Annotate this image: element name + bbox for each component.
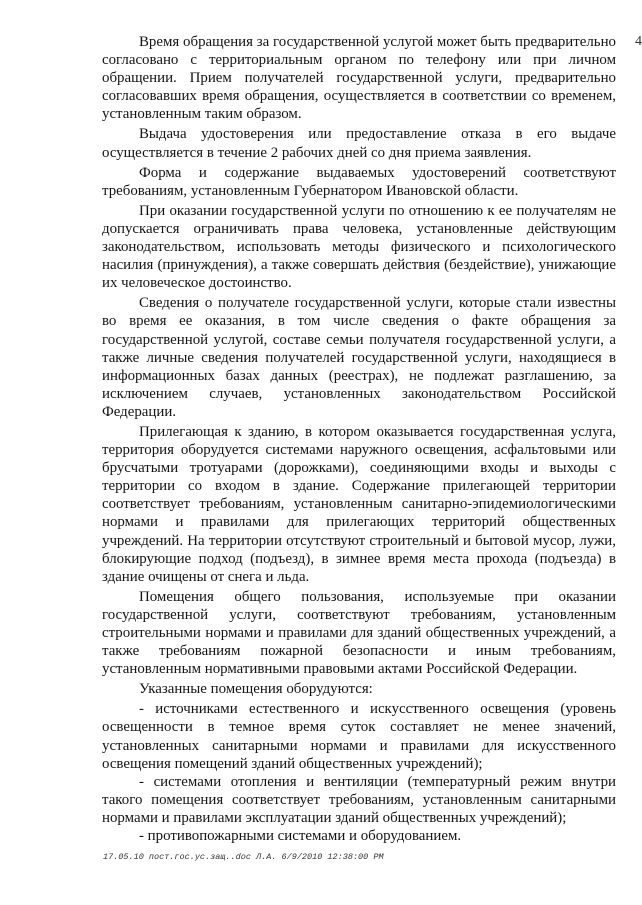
list-item-fire-systems: - противопожарными системами и оборудованием. xyxy=(139,828,462,845)
paragraph-common-premises: Помещения общего пользования, используемые при оказании государственной услуги, соответствуют требованиям, установленным строительными нормами и правилами для зданий общественных учреждений, а также требованиям пожарной безопасности и иным требованиям, установленным нормативными правовыми актами Российской Федерации. xyxy=(102,588,616,678)
list-item-heating-ventilation: - системами отопления и вентиляции (температурный режим внутри такого помещения соответствует требованиям, установленным санитарными нормами и правилами эксплуатации зданий общественных учреждений); xyxy=(102,773,616,826)
paragraph-human-rights: При оказании государственной услуги по отношению к ее получателям не допускается ограничивать права человека, установленные действующим законодательством, использовать методы физического и психологического насилия (принуждения), а также совершать действия (бездействие), унижающие их человеческое достоинство. xyxy=(102,202,616,292)
paragraph-appointment-time: Время обращения за государственной услугой может быть предварительно согласовано с территориальным органом по телефону или при личном обращении. Прием получателей государственной услуги, предварительно согласовавших время обращения, осуществляется в соответствии со временем, установленным таким образом. xyxy=(102,34,616,123)
page-number: 4 xyxy=(635,34,642,49)
document-footer: 17.05.10 пост.гос.ус.защ..doc Л.А. 6/9/2010 12:38:00 PM xyxy=(103,852,384,862)
paragraph-certificate-issue: Выдача удостоверения или предоставление отказа в его выдаче осуществляется в течение 2 рабочих дней со дня приема заявления. xyxy=(102,126,616,161)
paragraph-adjacent-territory: Прилегающая к зданию, в котором оказывается государственная услуга, территория оборудуется системами наружного освещения, асфальтовыми или брусчатыми тротуарами (дорожками), соединяющими входы и выходы с территории со входом в здание. Содержание прилегающей территории соответствует требованиям, установленным санитарно-эпидемиологическими нормами и правилами для прилегающих территорий общественных учреждений. На территории отсутствуют строительный и бытовой мусор, лужи, блокирующие подход (подъезд), в зимнее время места прохода (подъезда) в здание очищены от снега и льда. xyxy=(102,423,616,585)
list-item-lighting: - источниками естественного и искусственного освещения (уровень освещенности в темное время суток составляет не менее значений, установленных санитарными нормами и правилами для искусственного освещения помещений зданий общественных учреждений); xyxy=(102,701,616,772)
paragraph-equipment-intro: Указанные помещения оборудуются: xyxy=(139,681,373,698)
paragraph-certificate-form: Форма и содержание выдаваемых удостоверений соответствуют требованиям, установленным Губернатором Ивановской области. xyxy=(102,164,616,199)
document-body xyxy=(102,33,616,845)
paragraph-confidentiality: Сведения о получателе государственной услуги, которые стали известны во время ее оказания, в том числе сведения о факте обращения за государственной услугой, составе семьи получателя государственной услуги, а также личные сведения получателей государственной услуги, находящиеся в информационных базах данных (реестрах), не подлежат разглашению, за исключением случаев, установленных законодательством Российской Федерации. xyxy=(102,295,616,420)
